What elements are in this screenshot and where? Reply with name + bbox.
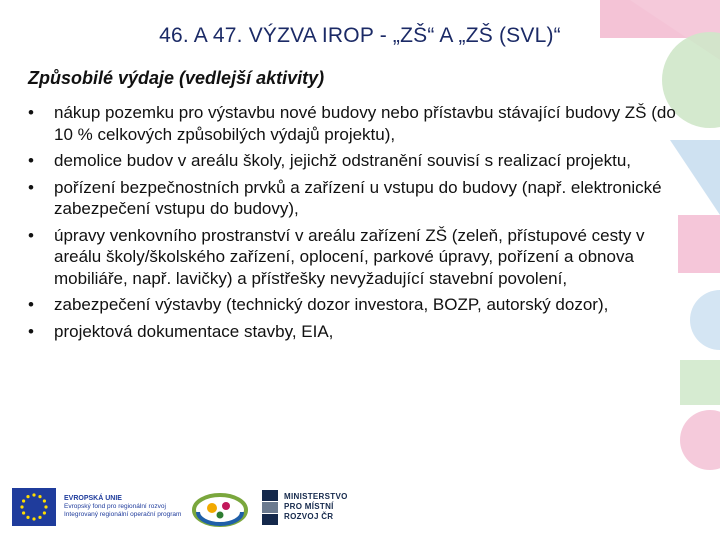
mmr-text [284, 492, 348, 522]
mmr-emblem-icon [262, 490, 278, 526]
list-item-text: úpravy venkovního prostranství v areálu zařízení ZŠ (zeleň, přístupové cesty v areálu školy/školského zařízení, oplocení, parkové úpravy, pořízení a obnova mobiliáře, např. lavičky) a přístřešky nevyžadující stavební povolení, [54, 225, 645, 288]
bullet-icon: • [28, 177, 34, 197]
bullet-list [28, 102, 693, 347]
page-title: 46. A 47. VÝZVA IROP - „ZŠ“ A „ZŠ (SVL)“ [159, 24, 561, 47]
list-item-text: demolice budov v areálu školy, jejichž odstranění souvisí s realizací projektu, [54, 151, 632, 170]
mmr-line-2: PRO MÍSTNÍ [284, 502, 334, 511]
list-item-text: pořízení bezpečnostních prvků a zařízení u vstupu do budovy (např. elektronické zabezpečení vstupu do budovy), [54, 177, 662, 218]
list-item-text: nákup pozemku pro výstavbu nové budovy nebo přístavbu stávající budovy ZŠ (do 10 % celkových způsobilých výdajů projektu), [54, 103, 676, 144]
section-subtitle: Způsobilé výdaje (vedlejší aktivity) [28, 68, 325, 88]
mmr-line-1: MINISTERSTVO [284, 492, 348, 501]
list-item [28, 225, 693, 290]
list-item [28, 177, 693, 220]
list-item-text: projektová dokumentace stavby, EIA, [54, 321, 334, 341]
eu-programme-name: Integrovaný regionální operační program [64, 511, 182, 518]
eu-fund-name: Evropský fond pro regionální rozvoj [64, 503, 166, 510]
bullet-icon: • [28, 321, 34, 341]
list-item [28, 321, 693, 343]
bullet-icon: • [28, 295, 34, 314]
list-item [28, 150, 693, 172]
irop-logo-icon [190, 488, 250, 528]
eu-flag-icon [12, 488, 56, 526]
mmr-logo [262, 490, 382, 532]
eu-fund-text [64, 495, 199, 519]
bullet-icon: • [28, 103, 34, 122]
list-item [28, 102, 693, 145]
footer-logos [0, 488, 720, 540]
list-item [28, 294, 693, 316]
mmr-line-3: ROZVOJ ČR [284, 512, 334, 521]
eu-name: EVROPSKÁ UNIE [64, 495, 122, 502]
list-item-text: zabezpečení výstavby (technický dozor investora, BOZP, autorský dozor), [54, 295, 609, 314]
bullet-icon: • [28, 151, 34, 170]
bullet-icon: • [28, 225, 34, 245]
